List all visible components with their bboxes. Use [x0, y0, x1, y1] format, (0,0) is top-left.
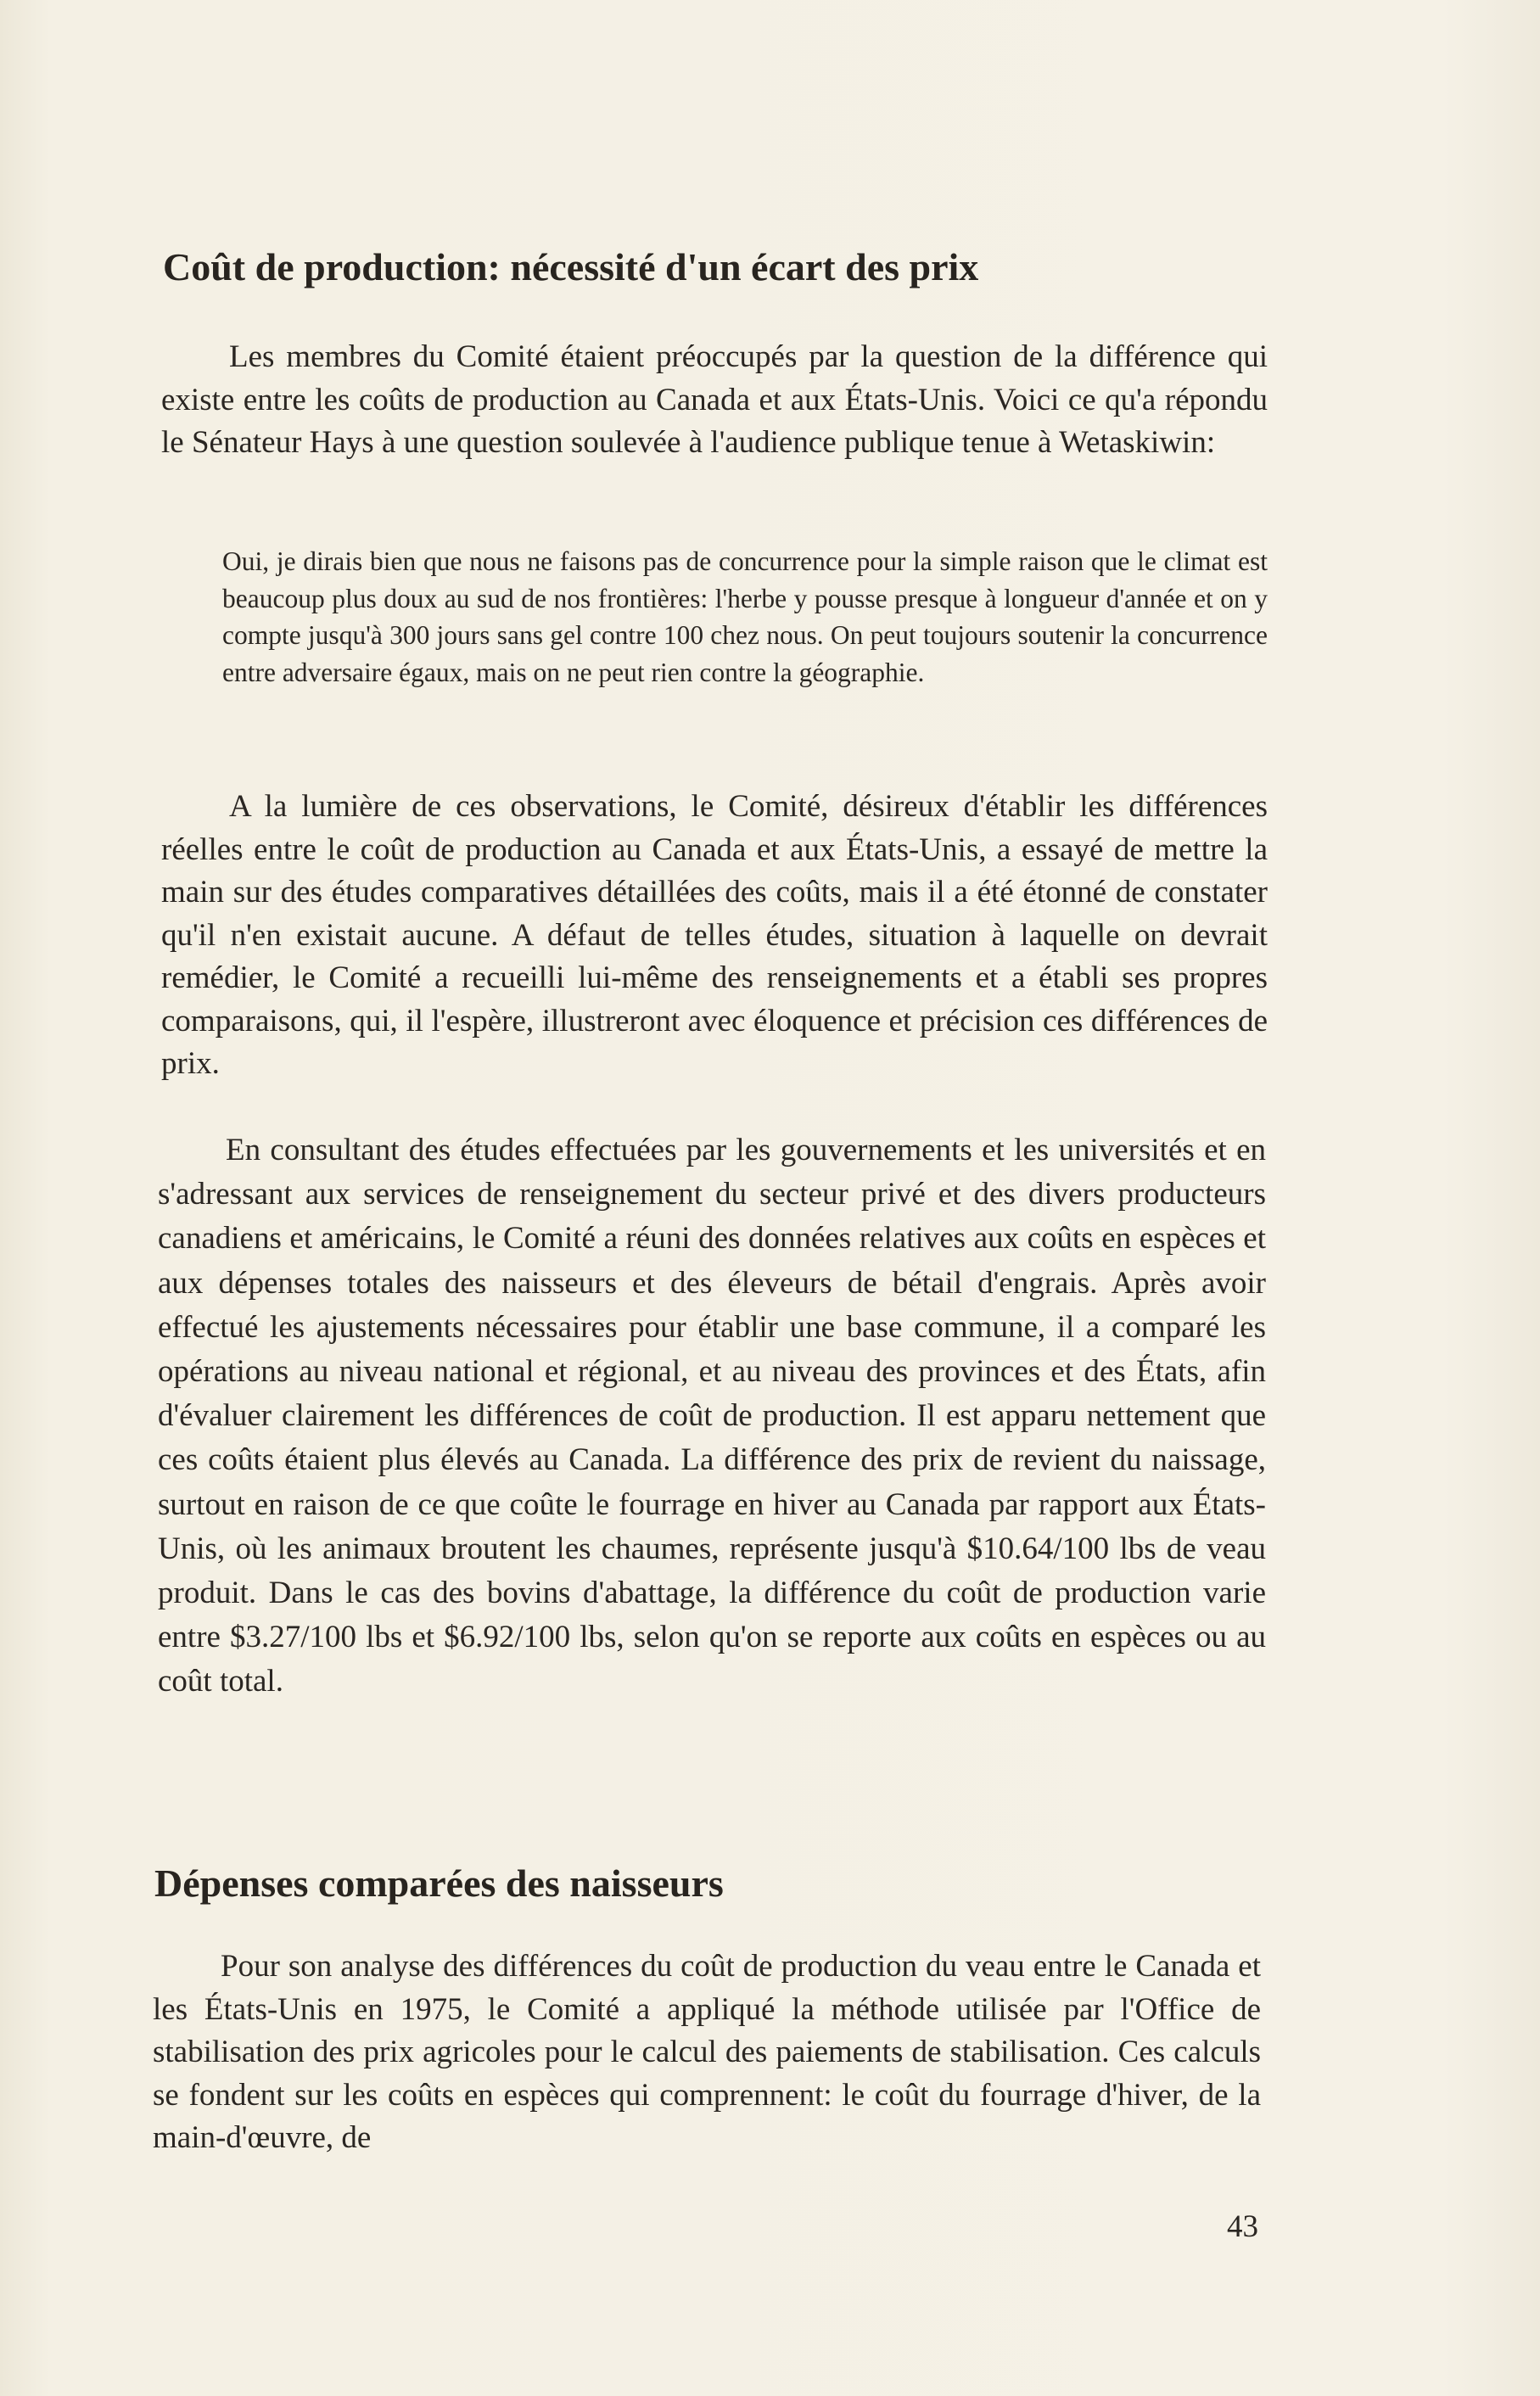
section-heading-production-cost: Coût de production: nécessité d'un écart des prix [163, 245, 979, 288]
block-quote: Oui, je dirais bien que nous ne faisons pas de concurrence pour la simple raison que le climat est beaucoup plus doux au sud de nos frontières: l'herbe y pousse presque à longueur d'année et on y compte jusqu'à 300 jours sans gel contre 100 chez nous. On peut toujours soutenir la concurrence entre adversaire égaux, mais on ne peut rien contre la géographie. [222, 546, 1268, 687]
observations-paragraph: A la lumière de ces observations, le Comité, désireux d'établir les différences réelles entre le coût de production au Canada et aux États-Unis, a essayé de mettre la main sur des études comparatives détaillées des coûts, mais il a été étonné de constater qu'il n'en existait aucune. A défaut de telles études, situation à laquelle on devrait remédier, le Comité a recueilli lui-même des renseignements et a établi ses propres comparaisons, qui, il l'espère, illustreront avec éloquence et précision ces différences de prix. [161, 789, 1268, 1081]
section-heading-calf-producer-expenses: Dépenses comparées des naisseurs [154, 1861, 724, 1905]
intro-paragraph: Les membres du Comité étaient préoccupés par la question de la différence qui existe entre les coûts de production au Canada et aux États-Unis. Voici ce qu'a répondu le Sénateur Hays à une question soulevée à l'audience publique tenue à Wetaskiwin: [161, 339, 1268, 460]
studies-paragraph: En consultant des études effectuées par les gouvernements et les universités et en s'adressant aux services de renseignement du secteur privé et des divers producteurs canadiens et américains, le Comité a réuni des données relatives aux coûts en espèces et aux dépenses totales des naisseurs et des éleveurs de bétail d'engrais. Après avoir effectué les ajustements nécessaires pour établir une base commune, il a comparé les opérations au niveau national et régional, et au niveau des provinces et des États, afin d'évaluer clairement les différences de coût de production. Il est apparu nettement que ces coûts étaient plus élevés au Canada. La différence des prix de revient du naissage, surtout en raison de ce que coûte le fourrage en hiver au Canada par rapport aux États-Unis, où les animaux broutent les chaumes, représente jusqu'à $10.64/100 lbs de veau produit. Dans le cas des bovins d'abattage, la différence du coût de production varie entre $3.27/100 lbs et $6.92/100 lbs, selon qu'on se reporte aux coûts en espèces ou au coût total. [158, 1133, 1266, 1699]
page-number: 43 [1227, 2209, 1258, 2244]
calf-cost-analysis-paragraph: Pour son analyse des différences du coût de production du veau entre le Canada et les États-Unis en 1975, le Comité a appliqué la méthode utilisée par l'Office de stabilisation des prix agricoles pour le calcul des paiements de stabilisation. Ces calculs se fondent sur les coûts en espèces qui comprennent: le coût du fourrage d'hiver, de la main-d'œuvre, de [153, 1949, 1261, 2155]
